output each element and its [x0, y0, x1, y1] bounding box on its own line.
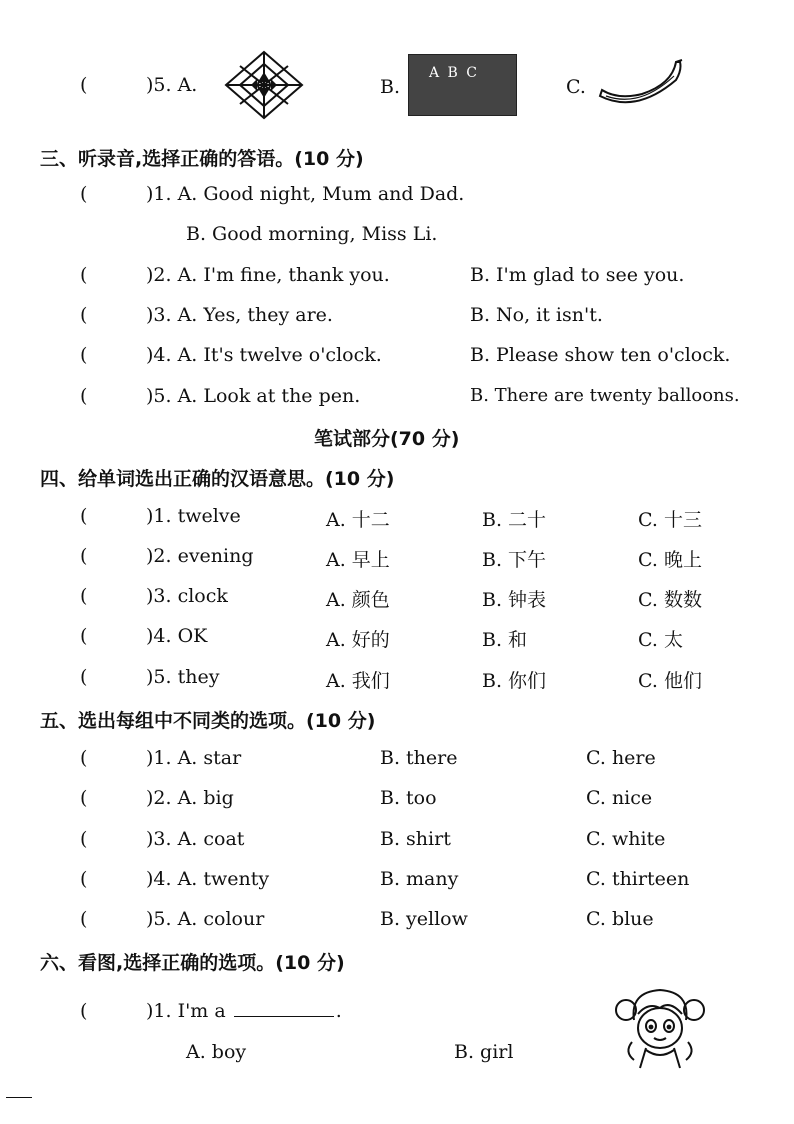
- question-text: [146, 1000, 342, 1022]
- option-b: B. yellow: [380, 908, 468, 930]
- option-b: B. shirt: [380, 828, 451, 850]
- option-c: C. 太: [638, 629, 683, 651]
- option-b: B. many: [380, 868, 459, 890]
- girl-cartoon-icon: [612, 984, 708, 1074]
- banana-icon: [596, 58, 688, 114]
- question-text: )4. OK: [146, 625, 208, 647]
- option-b: B. 二十: [482, 509, 547, 531]
- question-text: )5. A.: [146, 74, 198, 96]
- answer-paren[interactable]: (: [80, 74, 88, 96]
- option-b: B. 钟表: [482, 589, 547, 611]
- question-text: )5. A. colour: [146, 908, 265, 930]
- section-title-listening: 三、听录音,选择正确的答语。(10 分): [40, 148, 364, 170]
- answer-paren[interactable]: (: [80, 666, 88, 688]
- option-c: C. blue: [586, 908, 654, 930]
- option-b: B. 下午: [482, 549, 547, 571]
- answer-paren[interactable]: (: [80, 183, 88, 205]
- option-c: C. white: [586, 828, 666, 850]
- section-title-odd-one-out: 五、选出每组中不同类的选项。(10 分): [40, 710, 376, 732]
- option-a: A. 十二: [326, 509, 390, 531]
- answer-paren[interactable]: (: [80, 1000, 88, 1022]
- option-c: C. 晚上: [638, 549, 702, 571]
- question-text: )2. A. big: [146, 787, 234, 809]
- answer-paren[interactable]: (: [80, 908, 88, 930]
- answer-paren[interactable]: (: [80, 545, 88, 567]
- option-c: C. nice: [586, 787, 653, 809]
- option-b: B. Please show ten o'clock.: [470, 344, 731, 366]
- answer-paren[interactable]: (: [80, 304, 88, 326]
- option-a: A. 好的: [326, 629, 390, 651]
- answer-paren[interactable]: (: [80, 505, 88, 527]
- blackboard-picture: [408, 54, 517, 116]
- section-title-picture: 六、看图,选择正确的选项。(10 分): [40, 952, 345, 974]
- answer-paren[interactable]: (: [80, 868, 88, 890]
- written-part-heading: 笔试部分(70 分): [314, 428, 460, 450]
- option-c: C. here: [586, 747, 656, 769]
- answer-blank[interactable]: [234, 1015, 334, 1017]
- answer-paren[interactable]: (: [80, 625, 88, 647]
- option-b: B. 你们: [482, 670, 547, 692]
- answer-paren[interactable]: (: [80, 385, 88, 407]
- question-text: )3. A. Yes, they are.: [146, 304, 333, 326]
- question-text: )1. A. star: [146, 747, 242, 769]
- option-b: B. I'm glad to see you.: [470, 264, 685, 286]
- option-b: B. there: [380, 747, 458, 769]
- option-b: B. 和: [482, 629, 528, 651]
- option-a: A. boy: [186, 1041, 247, 1063]
- question-text: )1. twelve: [146, 505, 241, 527]
- option-c: C. 数数: [638, 589, 702, 611]
- option-c: C. thirteen: [586, 868, 690, 890]
- question-suffix: .: [335, 1000, 342, 1022]
- option-b: B. too: [380, 787, 437, 809]
- question-text: )5. A. Look at the pen.: [146, 385, 361, 407]
- option-b: B. Good morning, Miss Li.: [186, 223, 438, 245]
- option-b: B. There are twenty balloons.: [470, 385, 740, 406]
- option-a: A. 早上: [326, 549, 390, 571]
- option-c: C. 十三: [638, 509, 702, 531]
- question-text: )4. A. twenty: [146, 868, 270, 890]
- answer-paren[interactable]: (: [80, 787, 88, 809]
- question-text: )3. A. coat: [146, 828, 245, 850]
- question-text: )2. A. I'm fine, thank you.: [146, 264, 390, 286]
- answer-paren[interactable]: (: [80, 828, 88, 850]
- question-text: )2. evening: [146, 545, 254, 567]
- question-text: )1. A. Good night, Mum and Dad.: [146, 183, 465, 205]
- option-b: B. No, it isn't.: [470, 304, 603, 326]
- question-text: )4. A. It's twelve o'clock.: [146, 344, 382, 366]
- footer-rule: [6, 1097, 32, 1098]
- option-b-label: B.: [380, 76, 401, 98]
- question-prefix: )1. I'm a: [146, 1000, 226, 1022]
- option-b: B. girl: [454, 1041, 514, 1063]
- answer-paren[interactable]: (: [80, 264, 88, 286]
- question-text: )3. clock: [146, 585, 228, 607]
- option-c: C. 他们: [638, 670, 702, 692]
- answer-paren[interactable]: (: [80, 747, 88, 769]
- answer-paren[interactable]: (: [80, 585, 88, 607]
- option-a: A. 我们: [326, 670, 390, 692]
- answer-paren[interactable]: (: [80, 344, 88, 366]
- option-c-label: C.: [566, 76, 586, 98]
- snowflake-icon: [218, 46, 310, 124]
- option-a: A. 颜色: [326, 589, 390, 611]
- blackboard-text: A B C: [429, 65, 480, 81]
- question-text: )5. they: [146, 666, 220, 688]
- section-title-meanings: 四、给单词选出正确的汉语意思。(10 分): [40, 468, 395, 490]
